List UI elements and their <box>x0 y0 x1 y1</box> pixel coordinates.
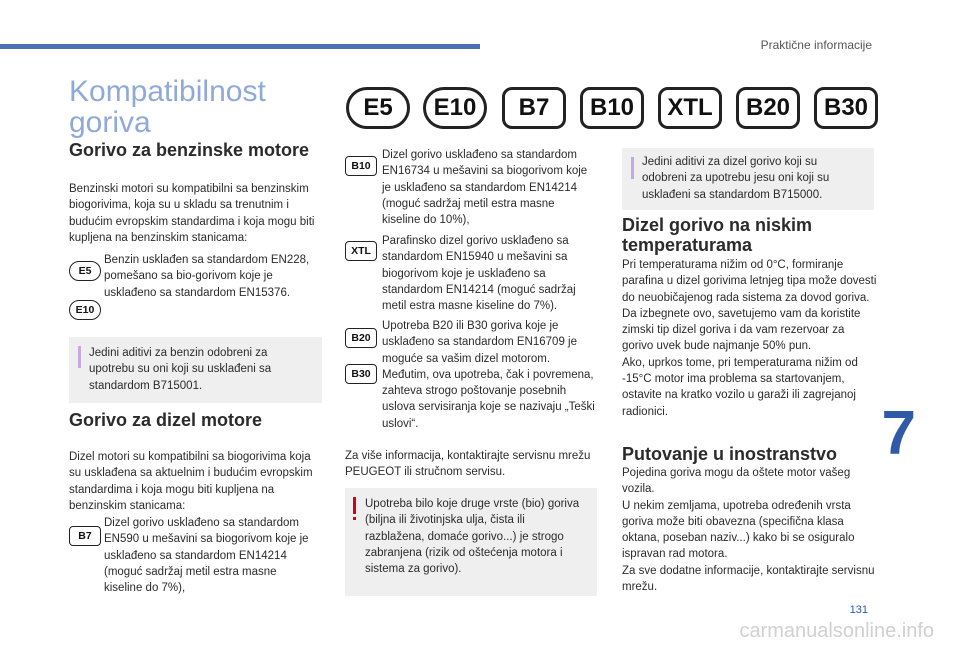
page-title: Kompatibilnost goriva <box>69 75 266 139</box>
b10-text: Dizel gorivo usklađeno sa standardom EN16734 u mešavini sa biogorivom koje je usklađeno sa standardom EN14214 (moguć sadržaj metil estra masne kiseline do 10%), <box>382 149 588 227</box>
diesel-note-text: Jedini aditivi za dizel gorivo koji su odobreni za upotrebu jesu oni koji su usklađeni sa standardom B715000. <box>642 156 830 201</box>
badge-b30-small: B30 <box>345 364 377 384</box>
fuel-warning-note <box>345 488 597 596</box>
fuel-badge-b10: B10 <box>580 87 644 129</box>
b20-b30-text: Upotreba B20 ili B30 goriva koje je usklađeno sa standardom EN16709 je moguće sa vašim dizel motorom. Međutim, ova upotreba, čak i povremena, zahteva strogo poštovanje posebnih uslova servisiranja koje se nazivaju „Teški uslovi“. <box>382 320 595 430</box>
petrol-info-note <box>69 337 322 403</box>
warning-icon <box>353 497 356 514</box>
page-number: 131 <box>849 604 868 616</box>
cold-heading: Dizel gorivo na niskim temperaturama <box>622 215 813 255</box>
petrol-heading: Gorivo za benzinske motore <box>69 140 310 160</box>
petrol-note-text: Jedini aditivi za benzin odobreni za upotrebu su oni koji su usklađeni sa standardom B715001. <box>89 347 272 392</box>
badge-b7-small: B7 <box>69 526 101 546</box>
section-title: Praktične informacije <box>760 38 872 52</box>
cold-text: Pri temperaturama nižim od 0°C, formiranje parafina u dizel gorivima letnjeg tipa može dovesti do neuobičajenog rada sistema za dovod goriva. Da izbegnete ovo, savetujemo vam da koristite zimski tip dizel goriva i da vam rezervoar za gorivo uvek bude najmanje 50% pun. Ako, uprkos tome, pri temperaturama nižim od -15°C motor ima problema sa startovanjem, ostavite na kratko vozilo u garaži ili zagrejanoj radionici. <box>622 259 877 418</box>
badge-e10-small: E10 <box>69 300 101 320</box>
more-info-text: Za više informacija, kontaktirajte servisnu mrežu PEUGEOT ili stručnom servisu. <box>345 450 591 479</box>
fuel-badge-e10: E10 <box>423 87 487 129</box>
travel-text: Pojedina goriva mogu da oštete motor vašeg vozila. U nekim zemljama, upotreba određenih vrsta goriva može biti obavezna (specifična klasa oktana, poseban naziv...) kako bi se osiguralo ispravan rad motora. Za sve dodatne informacije, kontaktirajte servisnu mrežu. <box>622 467 875 594</box>
info-icon <box>78 346 81 368</box>
info-icon <box>631 157 634 179</box>
fuel-badge-e5: E5 <box>346 87 410 129</box>
xtl-text: Parafinsko dizel gorivo usklađeno sa standardom EN15940 u mešavini sa biogorivom koje je usklađeno sa standardom EN14214 (moguć sadržaj metil estra masne kiseline do 7%). <box>382 235 576 313</box>
warning-text: Upotreba bilo koje druge vrste (bio) goriva (biljna ili životinjska ulja, čista ili razblažena, domaće gorivo...) je strogo zabranjena (rizik od oštećenja motora i sistema za gorivo). <box>365 498 580 576</box>
diesel-info-note <box>622 148 874 210</box>
header-accent-bar <box>0 44 480 49</box>
fuel-badge-b20: B20 <box>736 87 800 129</box>
diesel-heading: Gorivo za dizel motore <box>69 410 263 430</box>
badge-b10-small: B10 <box>345 156 377 176</box>
petrol-e-text: Benzin usklađen sa standardom EN228, pomešano sa bio-gorivom koje je usklađeno sa standardom EN15376. <box>104 254 310 299</box>
fuel-badge-b30: B30 <box>814 87 878 129</box>
badge-e5-small: E5 <box>69 261 101 281</box>
fuel-badge-b7: B7 <box>502 87 566 129</box>
b7-text: Dizel gorivo usklađeno sa standardom EN590 u mešavini sa biogorivom koje je usklađeno sa standardom EN14214 (moguć sadržaj metil estra masne kiseline do 7%), <box>104 517 309 595</box>
badge-xtl-small: XTL <box>345 241 377 261</box>
watermark: carmanualsonline.info <box>739 620 934 642</box>
diesel-intro: Dizel motori su kompatibilni sa biogorivima koja su usklađena sa aktuelnim i budućim evropskim standardima i koja mogu biti kupljena na benzinskim stanicama: <box>69 451 313 512</box>
travel-heading: Putovanje u inostranstvo <box>622 444 838 464</box>
badge-b20-small: B20 <box>345 328 377 348</box>
warning-dot <box>353 517 356 520</box>
petrol-intro: Benzinski motori su kompatibilni sa benzinskim biogorivima, koja su u skladu sa trenutnim i budućim evropskim standardima i koja mogu biti kupljena na benzinskim stanicama: <box>69 183 315 244</box>
fuel-badge-xtl: XTL <box>658 87 722 129</box>
chapter-number: 7 <box>881 399 916 468</box>
